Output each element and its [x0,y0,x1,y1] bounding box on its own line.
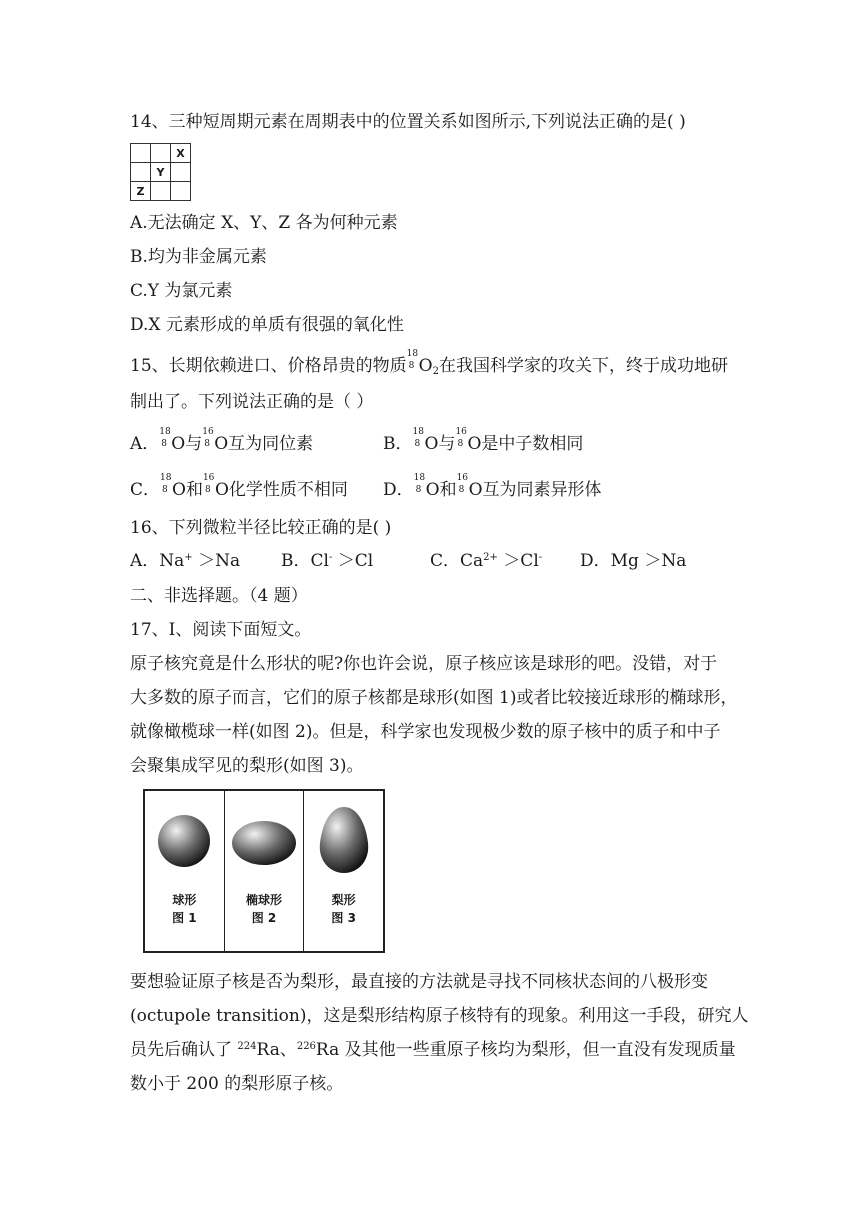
paragraph-line: 原子核究竟是什么形状的呢?你也许会说，原子核应该是球形的吧。没错，对于 [130,654,718,674]
q14-option-a: A.无法确定 X、Y、Z 各为何种元素 [130,213,398,233]
figure-label: 图 1 [172,911,197,925]
atomic-number: 8 [414,439,421,449]
subscript-2: 2 [432,366,439,377]
q16-option-d: D．Mg ＞Na [580,551,687,571]
grid-cell-y: Y [151,163,171,182]
charge: + [184,552,193,563]
section-heading: 二、非选择题。（4 题） [130,586,308,606]
atomic-number: 8 [457,439,464,449]
element-symbol: Ra [315,1040,340,1060]
o16-isotope [455,427,467,452]
periodic-table-fragment [130,143,191,201]
o18-isotope [412,427,425,452]
o16-isotope [202,473,215,498]
mass-number: 18 [159,427,171,437]
option-text: O互为同素异形体 [468,480,602,500]
mass-number: 18 [413,473,426,483]
nucleus-shapes-figure [143,789,385,953]
paragraph-line: 就像橄榄球一样(如图 2)。但是，科学家也发现极少数的原子核中的质子和中子 [130,722,721,742]
option-text: C．Ca [430,551,484,571]
element-symbol: Ra [256,1040,280,1060]
pear-icon [314,803,374,875]
mass-number: 18 [412,427,424,437]
sphere-icon [154,811,214,871]
charge: 2+ [483,552,498,563]
o18-isotope [406,349,419,374]
option-letter: A． [130,434,160,454]
figure-label: 图 2 [251,911,277,925]
grid-cell [171,182,191,201]
mass-number: 16 [455,427,467,437]
q17-title: 17、I、阅读下面短文。 [130,620,312,640]
q15-option-b [383,427,584,456]
atomic-number: 8 [415,485,422,495]
q15-stem-part: 15、长期依赖进口、价格昂贵的物质 [130,356,407,376]
figure-label: 图 3 [331,911,356,925]
atomic-number: 8 [204,439,210,449]
charge: - [538,552,543,563]
option-text: O与 [424,434,456,454]
q16-option-a [130,549,240,573]
o18-isotope [159,427,171,452]
option-letter: B． [383,434,413,454]
option-text: O是中子数相同 [467,434,584,454]
mass-number: 226 [296,1041,316,1052]
option-letter: C． [130,480,161,500]
q15-option-d [383,473,602,502]
o18-isotope [413,473,426,498]
figure-panel-ellipsoid [225,791,305,951]
shape-label: 椭球形 [246,893,283,907]
grid-cell [131,144,151,163]
q14-stem: 14、三种短周期元素在周期表中的位置关系如图所示,下列说法正确的是( ) [130,112,686,132]
o18-isotope [160,473,172,498]
option-text: ＞Cl [497,551,539,571]
q14-option-c: C.Y 为氯元素 [130,281,233,301]
grid-cell [151,144,171,163]
shape-label: 球形 [172,893,197,907]
mass-number: 224 [237,1041,257,1052]
paragraph-line: 大多数的原子而言，它们的原子核都是球形(如图 1)或者比较接近球形的椭球形， [130,688,738,708]
paragraph-line [130,1038,736,1062]
figure-panel-sphere [145,791,225,951]
q15-option-a [130,427,314,456]
option-text: O化学性质不相同 [214,480,348,500]
atomic-number: 8 [458,485,465,495]
q15-stem-part: 在我国科学家的攻关下，终于成功地研 [438,356,728,376]
mass-number: 16 [456,473,469,483]
atomic-number: 8 [162,485,168,495]
q16-stem: 16、下列微粒半径比较正确的是( ) [130,518,392,538]
ellipsoid-icon [229,811,299,871]
charge: - [328,552,333,563]
option-text: ＞Cl [332,551,374,571]
paragraph-line: 会聚集成罕见的梨形(如图 3)。 [130,756,364,776]
atomic-number: 8 [204,485,211,495]
q16-option-b [281,549,373,573]
q14-option-d: D.X 元素形成的单质有很强的氧化性 [130,315,404,335]
paragraph-text: 员先后确认了 [130,1040,238,1060]
grid-cell-z: Z [131,182,151,201]
separator: 、 [279,1040,297,1060]
mass-number: 16 [202,473,215,483]
paragraph-text: 及其他一些重原子核均为梨形，但一直没有发现质量 [339,1040,736,1060]
option-text: O与 [171,434,203,454]
grid-cell [131,163,151,182]
option-text: ＞Na [192,551,241,571]
shape-label: 梨形 [331,893,356,907]
atomic-number: 8 [161,439,168,449]
option-text: O和 [172,480,203,500]
option-text: O和 [425,480,457,500]
mass-number: 18 [406,349,419,359]
option-letter: D． [383,480,414,500]
q14-option-b: B.均为非金属元素 [130,247,267,267]
o16-isotope [202,427,214,452]
q15-stem-line1: 15、长期依赖进口、价格昂贵的物质 18 8 $O_2$在我国科学家的攻关下，终于成功地研 [130,349,728,377]
q15-option-c [130,473,348,502]
grid-cell-x: X [171,144,191,163]
paragraph-line: 要想验证原子核是否为梨形，最直接的方法就是寻找不同核状态间的八极形变 [130,972,708,992]
q15-stem-line2: 制出了。下列说法正确的是（ ） [130,392,374,412]
grid-cell [151,182,171,201]
o16-isotope [456,473,469,498]
mass-number: 18 [160,473,172,483]
option-text: A．Na [130,551,185,571]
q16-option-c [430,549,542,573]
paragraph-line: (octupole transition)，这是梨形结构原子核特有的现象。利用这一手段，研究人 [130,1006,749,1026]
grid-cell [171,163,191,182]
figure-panel-pear [304,791,383,951]
paragraph-line: 数小于 200 的梨形原子核。 [130,1074,344,1094]
option-text: B．Cl [281,551,329,571]
mass-number: 16 [202,427,214,437]
option-text: O互为同位素 [214,434,314,454]
atomic-number: 8 [408,361,415,371]
